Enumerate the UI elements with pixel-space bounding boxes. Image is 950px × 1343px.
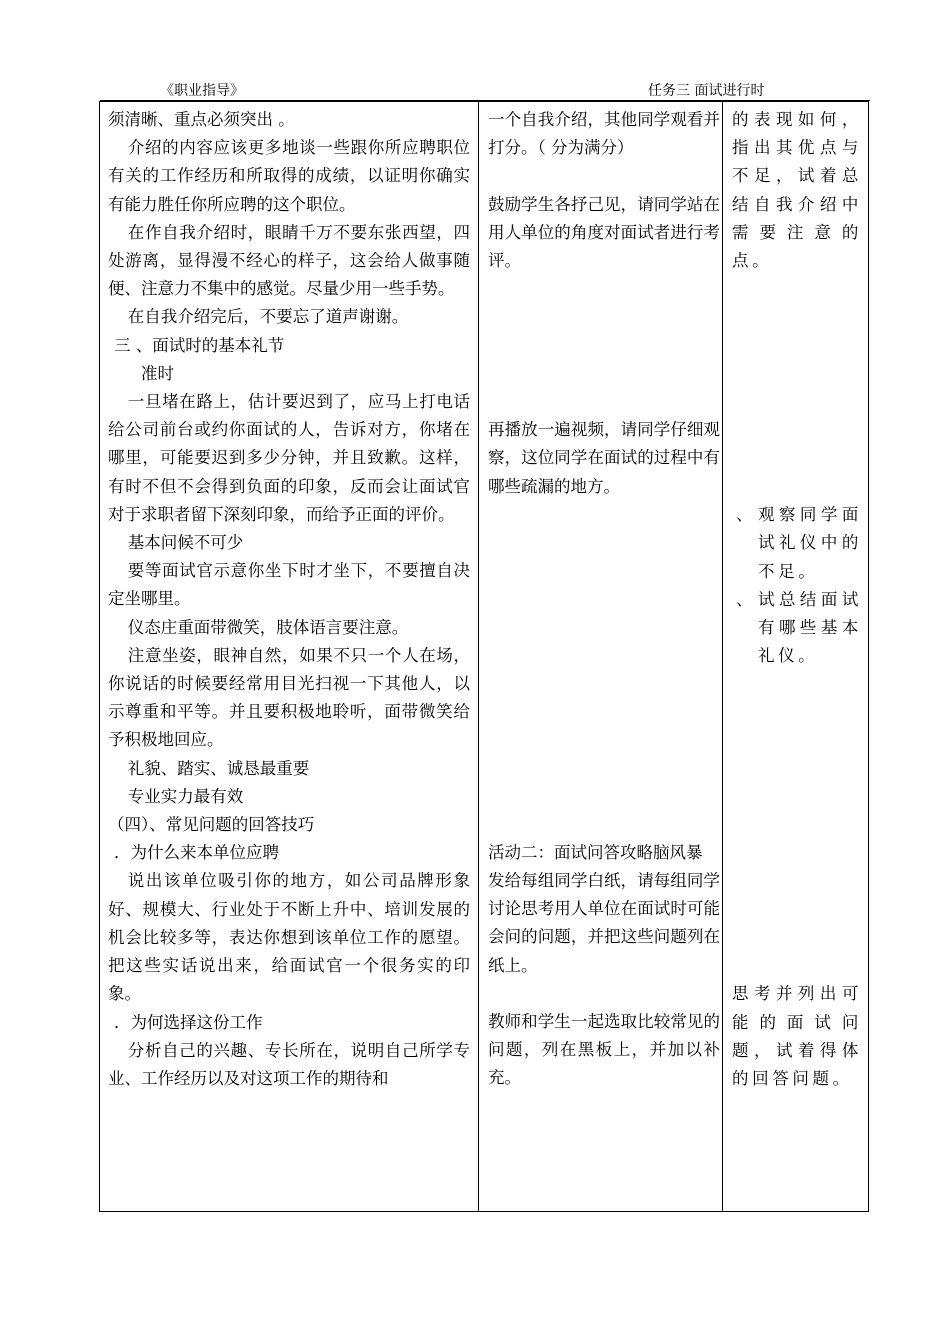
activity-paragraph: 发给每组同学白纸，请每组同学讨论思考用人单位在面试时可能会问的问题，并把这些问题列在纸上。: [488, 871, 720, 975]
student-bullet-list: [732, 501, 862, 670]
content-paragraph: 一旦堵在路上，估计要迟到了，应马上打电话给公司前台或约你面试的人，告诉对方，你堵在哪里，可能要迟到多少分钟，并且致歉。这样，有时不但不会得到负面的印象，反而会让面试官对于求职者留下深刻印象，而给予正面的评价。: [108, 392, 470, 524]
column-divider-1: [478, 102, 479, 1211]
bullet-text: 观察同学面试礼仪中的不足。: [758, 505, 862, 581]
activity-paragraph: 再播放一遍视频，请同学仔细观察，这位同学在面试的过程中有哪些疏漏的地方。: [488, 420, 720, 496]
teacher-activity-cell: [488, 106, 720, 1093]
page-header-right: 任务三 面试进行时: [648, 83, 765, 99]
content-subheading: 准时: [141, 363, 174, 383]
content-paragraph: 分析自己的兴趣、专长所在，说明自己所学专业、工作经历以及对这项工作的期待和: [108, 1040, 470, 1088]
content-paragraph: 在作自我介绍时，眼睛千万不要东张西望，四处游离，显得漫不经心的样子，这会给人做事随便、注意力不集中的感觉。尽量少用一些手势。: [108, 222, 470, 299]
content-paragraph: 说出该单位吸引你的地方，如公司品牌形象好、规模大、行业处于不断上升中、培训发展的机会比较多等，表达你想到该单位工作的愿望。把这些实话说出来，给面试官一个很务实的印象。: [108, 871, 470, 1004]
bullet-text: 试总结面试有哪些基本礼仪。: [758, 589, 862, 666]
student-bullet-item: [732, 586, 862, 671]
page-header-left: 《职业指导》: [160, 83, 244, 99]
column-divider-2: [722, 102, 723, 1211]
content-paragraph: 须清晰、重点必须突出 。: [108, 110, 295, 129]
student-paragraph: 思考并列出可能的面试问题，试着得体的回答问题。: [732, 984, 862, 1089]
content-paragraph: 介绍的内容应该更多地谈一些跟你所应聘职位有关的工作经历和所取得的成绩，以证明你确实有能力胜任你所应聘的这个职位。: [108, 138, 470, 214]
student-bullet-item: [732, 501, 862, 586]
content-paragraph: 注意坐姿，眼神自然，如果不只一个人在场，你说话的时候要经常用目光扫视一下其他人，以示尊重和平等。并且要积极地聆听，面带微笑给予积极地回应。: [108, 645, 470, 750]
question-heading: ．为什么来本单位应聘: [114, 843, 279, 863]
teaching-content-cell: [108, 106, 470, 1093]
content-subheading: 仪态庄重面带微笑，肢体语言要注意。: [127, 617, 409, 637]
bullet-mark: 、: [736, 589, 757, 609]
content-subheading: 礼貌、踏实、诚恳最重要: [127, 758, 310, 778]
activity-paragraph: 鼓励学生各抒己见，请同学站在用人单位的角度对面试者进行考评。: [488, 194, 720, 270]
student-paragraph: 的表现如何，指出其优点与不足，试着总结自我介绍中需要注意的点。: [732, 110, 862, 271]
question-heading: ．为何选择这份工作: [114, 1012, 263, 1032]
content-heading: 三 、面试时的基本礼节: [114, 335, 285, 355]
lesson-table: [99, 101, 869, 1212]
activity-heading: 活动二：面试问答攻略脑风暴: [488, 842, 703, 862]
content-heading: （四）、常见问题的回答技巧: [108, 815, 315, 835]
content-subheading: 专业实力最有效: [127, 786, 244, 806]
activity-paragraph: 一个自我介绍，其他同学观看并打分。（ 分为满分）: [488, 110, 720, 158]
content-paragraph: 要等面试官示意你坐下时才坐下，不要擅自决定坐哪里。: [108, 561, 470, 609]
bullet-mark: 、: [736, 505, 757, 525]
activity-paragraph: 教师和学生一起选取比较常见的问题，列在黑板上，并加以补充。: [488, 1012, 720, 1088]
student-activity-cell: [732, 106, 862, 1093]
content-subheading: 基本问候不可少: [127, 533, 244, 553]
content-paragraph: 在自我介绍完后，不要忘了道声谢谢。: [127, 307, 409, 327]
